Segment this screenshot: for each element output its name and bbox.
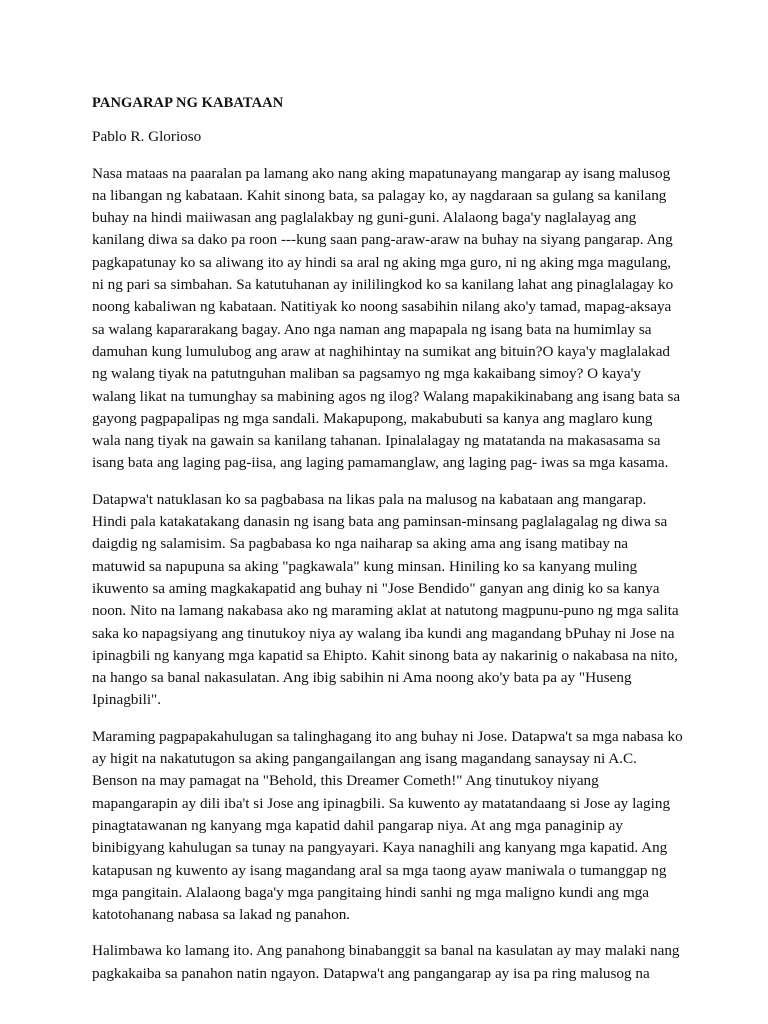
paragraph: Datapwa't natuklasan ko sa pagbabasa na likas pala na malusog na kabataan ang mangarap. Hindi pala katakatakang danasin ng isang bata ang paminsan-minsang paglalagalag ng diwa sa daigdig ng salamisim. Sa pagbabasa ko nga naiharap sa aking ama ang isang matibay na matuwid sa napupuna sa aking "pagkawala" kung minsan. Hiniling ko sa kanyang muling ikuwento sa aming magkakapatid ang buhay ni "Jose Bendido" ganyan ang dinig ko sa kanya noon. Nito na lamang nakabasa ako ng maraming aklat at natutong magpunu-puno ng mga salita saka ko napagsiyang ang tinutukoy niya ay walang iba kundi ang magandang bPuhay ni Jose na ipinagbili ng kanyang mga kapatid sa Ehipto. Kahit sinong bata ay nakarinig o nakabasa na nito, na hango sa banal nakasulatan. Ang ibig sabihin ni Ama noong ako'y bata pa ay "Huseng Ipinagbili". — [92, 490, 679, 709]
document-author: Pablo R. Glorioso — [92, 128, 202, 146]
paragraph: Halimbawa ko lamang ito. Ang panahong binabanggit sa banal na kasulatan ay may malaki nang pagkakaiba sa panahon natin ngayon. Datapwa't ang pangangarap ay isa pa ring malusog na — [92, 942, 680, 982]
document-page — [92, 92, 684, 999]
paragraph: Maraming pagpapakahulugan sa talinghagang ito ang buhay ni Jose. Datapwa't sa mga nabasa ko ay higit na nakatutugon sa aking pangangailangan ang isang magandang sanaysay ni A.C. Benson na may pamagat na "Behold, this Dreamer Cometh!" Ang tinutukoy niyang mapangarapin ay dili iba't si Jose ang ipinagbili. Sa kuwento ay matatandaang si Jose ay laging pinagtatawanan ng kanyang mga kapatid dahil pangarap niya. At ang mga panaginip ay binibigyang kahulugan sa tunay na pangyayari. Kaya nanaghili ang kanyang mga kapatid. Ang katapusan ng kuwento ay isang magandang aral sa mga taong ayaw maniwala o tumanggap ng mga pangitain. Alalaong baga'y mga pangitaing hindi sanhi ng mga maligno kundi ang mga katotohanang nabasa sa lakad ng panahon. — [92, 727, 683, 924]
document-title: PANGARAP NG KABATAAN — [92, 95, 284, 111]
paragraph: Nasa mataas na paaralan pa lamang ako nang aking mapatunayang mangarap ay isang malusog na libangan ng kabataan. Kahit sinong bata, sa palagay ko, ay nagdaraan sa gulang sa kanilang buhay na hindi maiiwasan ang paglalakbay ng guni-guni. Alalaong baga'y naglalayag ang kanilang diwa sa dako pa roon ---kung saan pang-araw-araw na buhay na siyang pangarap. Ang pagkapatunay ko sa aliwang ito ay hindi sa aral ng aking mga guro, ni ng aking mga magulang, ni ng pari sa simbahan. Sa katutuhanan ay inililingkod ko sa kanilang lahat ang pinaglalagay ko noong kabaliwan ng kabataan. Natitiyak ko noong sasabihin nilang ako'y tamad, mapag-aksaya sa walang kapararakang bagay. Ano nga naman ang mapapala ng isang bata na humimlay sa damuhan kung lumulubog ang araw at naghihintay na sumikat ang bituin?O kaya'y maglalakad ng walang tiyak na patutnguhan maliban sa pagsamyo ng mga kakaibang simoy? O kaya'y walang likat na tumunghay sa mabining agos ng ilog? Walang mapakikinabang ang isang bata sa gayong pagpapalipas ng mga sandali. Makapupong, makabubuti sa kanya ang maglaro kung wala nang tiyak na gawain sa kanilang tahanan. Ipinalalagay ng matatanda na makasasama sa isang bata ang laging pag-iisa, ang laging pamamanglaw, ang laging pag- iwas sa mga kasama. — [92, 164, 681, 472]
